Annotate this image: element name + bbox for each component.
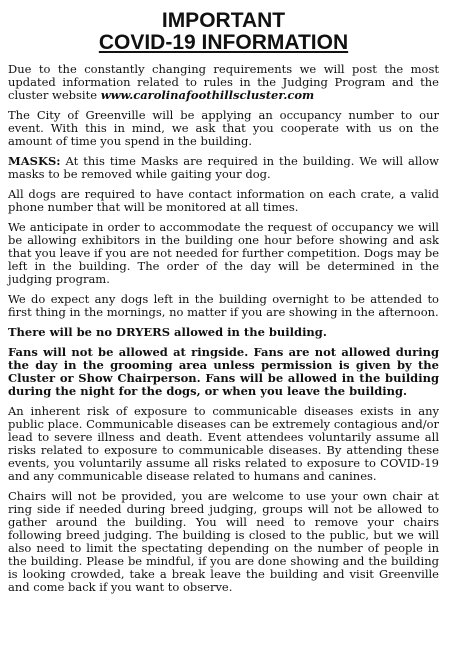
fans-notice: Fans will not be allowed at ringside. Fans are not allowed during the day in the grooming area unless permission is given by the Cluster or Show Chairperson. Fans will be allowed in the building during the night for the dogs, or when you leave the building. bbox=[8, 345, 439, 398]
document-title bbox=[8, 10, 439, 54]
chairs-paragraph: Chairs will not be provided, you are welcome to use your own chair at ring side if needed during breed judging, groups will not be allowed to gather around the building. You will need to remove your chairs following breed judging. The building is closed to the public, but we will also need to limit the spectating depending on the number of people in the building. Please be mindful, if you are done showing and the building is looking crowded, take a break leave the building and visit Greenville and come back if you want to observe. bbox=[8, 489, 439, 594]
intro-paragraph bbox=[8, 63, 439, 102]
masks-label: MASKS: bbox=[8, 154, 61, 168]
dryers-notice: There will be no DRYERS allowed in the building. bbox=[8, 325, 327, 339]
occupancy-paragraph: The City of Greenville will be applying an occupancy number to our event. With this in mind, we ask that you cooperate with us on the amount of time you spend in the building. bbox=[8, 108, 439, 148]
exhibitors-paragraph: We anticipate in order to accommodate the request of occupancy we will be allowing exhibitors in the building one hour before showing and ask that you leave if you are not needed for further competition. Dogs may be left in the building. The order of the day will be determined in the judging program. bbox=[8, 220, 439, 286]
cluster-website-link[interactable]: www.carolinafoothillscluster.com bbox=[100, 88, 315, 102]
title-line-important: IMPORTANT bbox=[161, 9, 286, 32]
intro-text: Due to the constantly changing requirements we will post the most updated information related to rules in the Judging Program and the cluster website bbox=[8, 62, 439, 102]
masks-text: At this time Masks are required in the building. We will allow masks to be removed while gaiting your dog. bbox=[8, 154, 439, 181]
risk-paragraph: An inherent risk of exposure to communicable diseases exists in any public place. Communicable diseases can be extremely contagious and/or lead to severe illness and death. Event attendees voluntarily assume all risks related to exposure to communicable diseases. By attending these events, you voluntarily assume all risks related to exposure to COVID-19 and any communicable disease related to humans and canines. bbox=[8, 404, 439, 483]
title-line-covid: COVID-19 INFORMATION bbox=[98, 31, 349, 54]
crates-paragraph: All dogs are required to have contact information on each crate, a valid phone number that will be monitored at all times. bbox=[8, 187, 439, 214]
masks-paragraph bbox=[8, 155, 439, 181]
overnight-paragraph: We do expect any dogs left in the building overnight to be attended to first thing in the mornings, no matter if you are showing in the afternoon. bbox=[8, 292, 439, 319]
